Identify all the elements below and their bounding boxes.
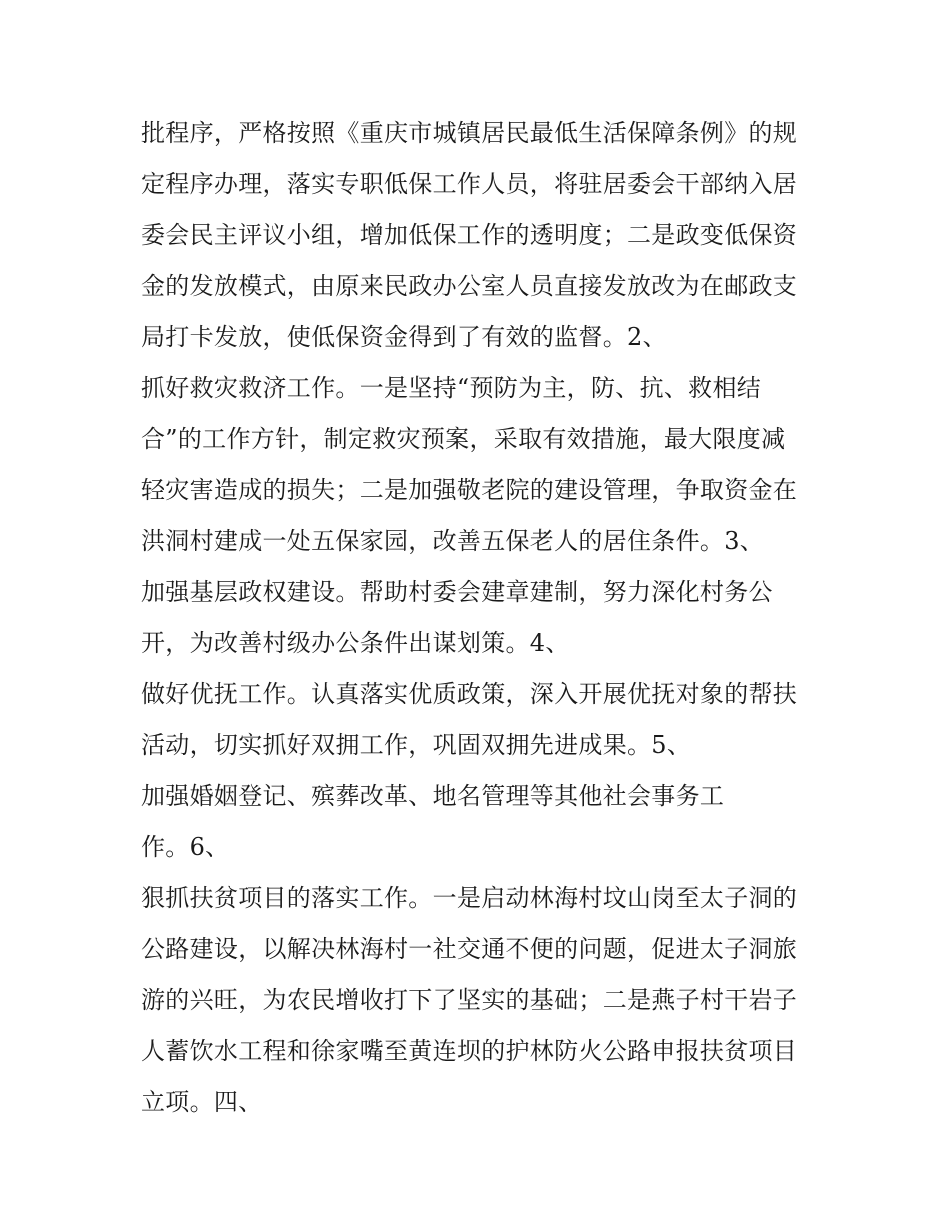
text-line-3: 委会民主评议小组，增加低保工作的透明度；二是政变低保资 <box>141 221 798 249</box>
text-line-6: 抓好救灾救济工作。一是坚持“预防为主，防、抗、救相结 <box>141 374 762 402</box>
body-text <box>141 108 841 1128</box>
text-line-7: 合”的工作方针，制定救灾预案，采取有效措施，最大限度减 <box>141 425 786 453</box>
text-line-10: 加强基层政权建设。帮助村委会建章建制，努力深化村务公 <box>141 578 773 606</box>
text-line-4: 金的发放模式，由原来民政办公室人员直接发放改为在邮政支 <box>141 272 798 300</box>
text-line-20: 立项。四、 <box>141 1088 263 1116</box>
text-line-8: 轻灾害造成的损失；二是加强敬老院的建设管理，争取资金在 <box>141 476 798 504</box>
text-line-13: 活动，切实抓好双拥工作，巩固双拥先进成果。5、 <box>141 731 692 759</box>
text-line-14: 加强婚姻登记、殡葬改革、地名管理等其他社会事务工 <box>141 782 725 810</box>
text-line-2: 定程序办理，落实专职低保工作人员，将驻居委会干部纳入居 <box>141 170 798 198</box>
text-line-18: 游的兴旺，为农民增收打下了坚实的基础；二是燕子村干岩子 <box>141 986 798 1014</box>
text-line-1: 批程序，严格按照《重庆市城镇居民最低生活保障条例》的规 <box>141 119 798 147</box>
text-line-5: 局打卡发放，使低保资金得到了有效的监督。2、 <box>141 323 667 351</box>
text-line-12: 做好优抚工作。认真落实优质政策，深入开展优抚对象的帮扶 <box>141 680 798 708</box>
text-line-16: 狠抓扶贫项目的落实工作。一是启动林海村坟山岗至太子洞的 <box>141 884 798 912</box>
text-line-15: 作。6、 <box>141 833 230 861</box>
text-line-19: 人蓄饮水工程和徐家嘴至黄连坝的护林防火公路申报扶贫项目 <box>141 1037 798 1065</box>
text-line-9: 洪洞村建成一处五保家园，改善五保老人的居住条件。3、 <box>141 527 765 555</box>
text-line-17: 公路建设，以解决林海村一社交通不便的问题，促进太子洞旅 <box>141 935 798 963</box>
text-line-11: 开，为改善村级办公条件出谋划策。4、 <box>141 629 570 657</box>
